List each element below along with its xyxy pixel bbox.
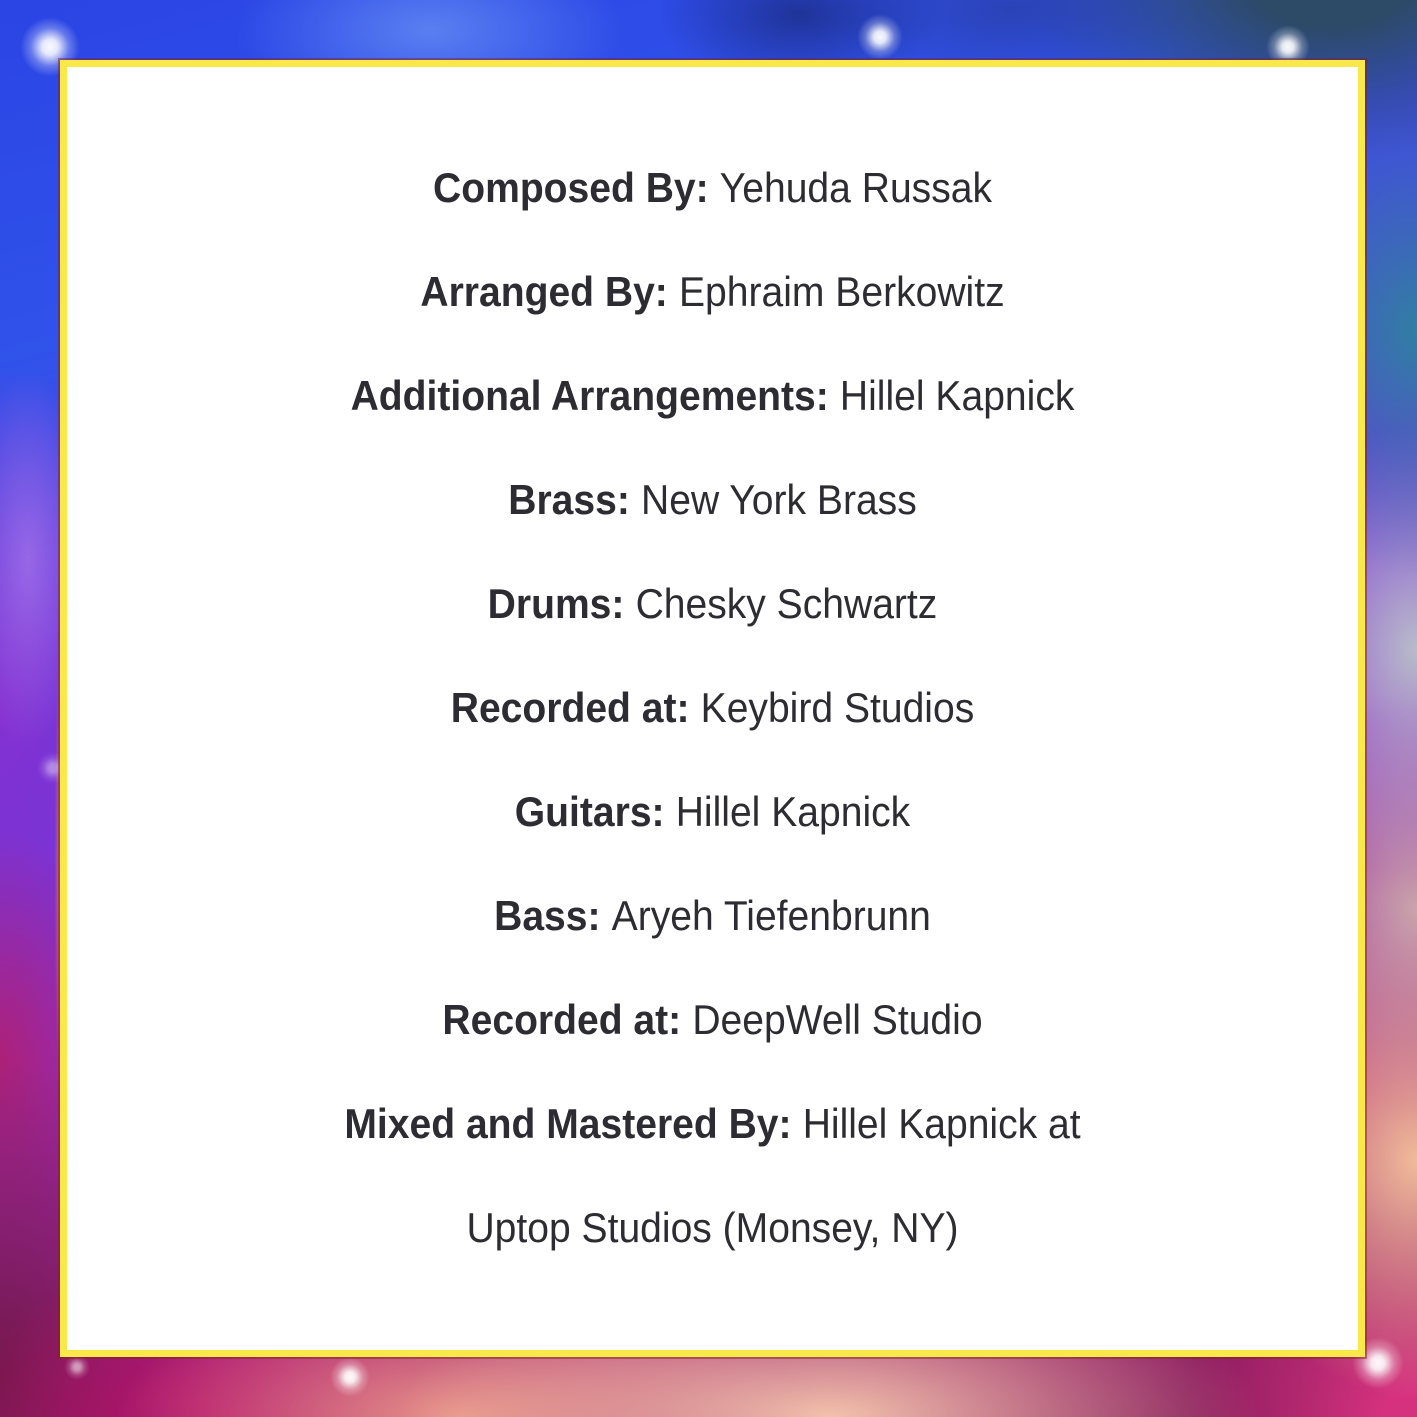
credit-label: Arranged By:	[420, 268, 668, 315]
credit-line-drums	[112, 552, 1313, 656]
credit-label: Mixed and Mastered By:	[344, 1100, 792, 1147]
bokeh-dot	[64, 1354, 90, 1380]
credit-value: Hillel Kapnick at	[802, 1100, 1081, 1147]
credit-value: Chesky Schwartz	[635, 580, 938, 627]
credit-label: Bass:	[494, 892, 601, 939]
credit-label: Recorded at:	[442, 996, 682, 1043]
credit-label: Recorded at:	[450, 684, 690, 731]
credit-line-recorded-at-1	[112, 656, 1313, 760]
credit-value: Hillel Kapnick	[675, 788, 911, 835]
credits-card	[60, 60, 1365, 1357]
credit-value: Yehuda Russak	[719, 164, 992, 211]
credit-value: Hillel Kapnick	[839, 372, 1075, 419]
credit-line-brass	[112, 448, 1313, 552]
credit-line-composed-by	[112, 136, 1313, 240]
credit-value: Keybird Studios	[700, 684, 975, 731]
bokeh-dot	[857, 14, 903, 60]
credit-value: Aryeh Tiefenbrunn	[611, 892, 931, 939]
credit-value: DeepWell Studio	[692, 996, 983, 1043]
credit-label: Composed By:	[433, 164, 709, 211]
credit-line-uptop-studios	[112, 1176, 1313, 1280]
credit-value: Uptop Studios (Monsey, NY)	[466, 1204, 959, 1251]
credit-line-mixed-mastered	[112, 1072, 1313, 1176]
credit-value: New York Brass	[641, 476, 917, 523]
credit-line-recorded-at-2	[112, 968, 1313, 1072]
credit-label: Guitars:	[514, 788, 665, 835]
credit-value: Ephraim Berkowitz	[678, 268, 1005, 315]
credit-line-arranged-by	[112, 240, 1313, 344]
credit-line-guitars	[112, 760, 1313, 864]
credit-line-bass	[112, 864, 1313, 968]
credit-line-additional-arrangements	[112, 344, 1313, 448]
bokeh-dot	[330, 1357, 370, 1397]
credit-label: Additional Arrangements:	[350, 372, 829, 419]
credits-list	[67, 67, 1358, 1280]
credit-label: Drums:	[487, 580, 625, 627]
credit-label: Brass:	[508, 476, 630, 523]
